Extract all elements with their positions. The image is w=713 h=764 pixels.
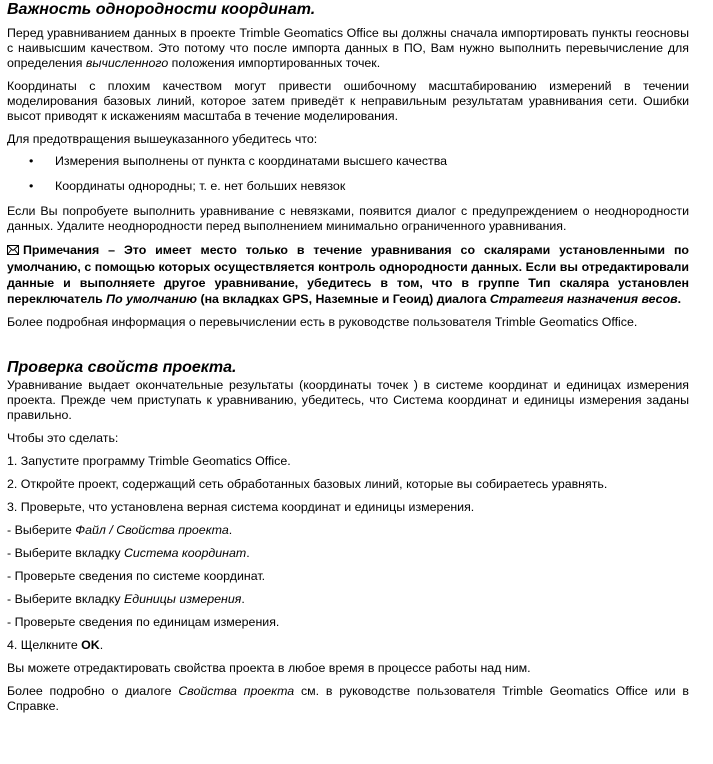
note-envelope-icon <box>7 243 19 259</box>
tab-name: Система координат <box>123 546 247 560</box>
paragraph-import-control <box>7 26 689 71</box>
list-item <box>7 154 689 169</box>
substep-text: - Выберите вкладку <box>7 546 124 560</box>
bullet-icon: • <box>29 179 34 193</box>
substep-file-properties <box>7 523 689 538</box>
substep-coordinate-tab <box>7 546 689 561</box>
step-end: . <box>99 638 104 652</box>
substep-text: - Выберите <box>7 523 76 537</box>
step-text: 4. Щелкните <box>7 638 82 652</box>
substep-end: . <box>241 592 245 606</box>
substep-end: . <box>246 546 250 560</box>
note-default-option: По умолчанию <box>106 292 197 306</box>
list-item <box>7 179 689 194</box>
step-2: 2. Откройте проект, содержащий сеть обработанных базовых линий, которые вы собираетесь уравнять. <box>7 477 608 491</box>
paragraph-how-to: Чтобы это сделать: <box>7 431 119 445</box>
bullet-icon: • <box>29 154 34 168</box>
paragraph-import-control-end: положения импортированных точек. <box>168 56 381 70</box>
paragraph-import-control-text: Перед уравниванием данных в проекте Trimble Geomatics Office вы должны сначала импортировать пункты геосновы с наивысшим качеством. Это потому что после импорта данных в ПО, Вам нужно выполнить перевычисление для определения <box>7 26 689 70</box>
paragraph-bad-coordinates: Координаты с плохим качеством могут привести ошибочному масштабированию измерений в течении моделирования базовых линий, которое затем приведёт к неправильным результатам уравнивания сети. Ошибки высот приводят к искажениям масштаба в течение моделирования. <box>7 79 689 123</box>
step-4 <box>7 638 689 653</box>
menu-path: Файл / Свойства проекта <box>75 523 229 537</box>
note-weight-strategy: Стратегия назначения весов <box>489 292 678 306</box>
note-text-end: . <box>677 292 682 306</box>
substep-units-tab <box>7 592 689 607</box>
checklist <box>7 154 689 194</box>
substep-text: - Выберите вкладку <box>7 592 124 606</box>
paragraph-adjustment-output: Уравнивание выдает окончательные результаты (координаты точек ) в системе координат и единицах измерения проекта. Прежде чем приступать к уравниванию, убедитесь, что Система координат и единицы измерения заданы правильно. <box>7 378 689 422</box>
note-block <box>7 242 689 307</box>
ok-label: OK <box>81 638 100 652</box>
note-text-tabs: (на вкладках GPS, Наземные и Геоид) диалога <box>197 292 490 306</box>
note-text: Примечания – Это имеет место только в течение уравнивания со скалярами установленными по умолчанию, с помощью которых осуществляется контроль однородности данных. Если вы отредактировали данные и выполняете другое уравнивание, убедитесь в том, что в группе Тип скаляра установлен переключатель <box>7 243 689 306</box>
paragraph-more-info: Более подробная информация о перевычислении есть в руководстве пользователя Trimble Geomatics Office. <box>7 315 638 329</box>
section-title-project-properties: Проверка свойств проекта. <box>7 359 237 376</box>
section-title-coordinate-homogeneity: Важность однородности координат. <box>7 1 316 18</box>
paragraph-warning-dialog: Если Вы попробуете выполнить уравнивание с невязками, появится диалог с предупреждением о неоднородности данных. Удалите неоднородности перед выполнением минимально ограниченного уравнивания. <box>7 204 689 233</box>
dialog-name: Свойства проекта <box>178 684 295 698</box>
list-item-text: Измерения выполнены от пункта с координатами высшего качества <box>55 154 448 168</box>
computed-term: вычисленного <box>85 56 169 70</box>
paragraph-end: см. в руководстве пользователя Trimble Geomatics Office или в Справке. <box>7 684 690 713</box>
paragraph-text: Более подробно о диалоге <box>7 684 179 698</box>
document-page <box>7 0 689 714</box>
paragraph-edit-anytime: Вы можете отредактировать свойства проекта в любое время в процессе работы над ним. <box>7 661 531 675</box>
step-1: 1. Запустите программу Trimble Geomatics Office. <box>7 454 291 468</box>
substep-check-coordinates: - Проверьте сведения по системе координат. <box>7 569 266 583</box>
list-item-text: Координаты однородны; т. е. нет больших невязок <box>55 179 346 193</box>
paragraph-further-reading <box>7 684 689 714</box>
substep-end: . <box>228 523 233 537</box>
tab-name: Единицы измерения <box>123 592 242 606</box>
substep-check-units: - Проверьте сведения по единицам измерения. <box>7 615 280 629</box>
step-3: 3. Проверьте, что установлена верная система координат и единицы измерения. <box>7 500 475 514</box>
paragraph-prevention: Для предотвращения вышеуказанного убедитесь что: <box>7 132 318 146</box>
